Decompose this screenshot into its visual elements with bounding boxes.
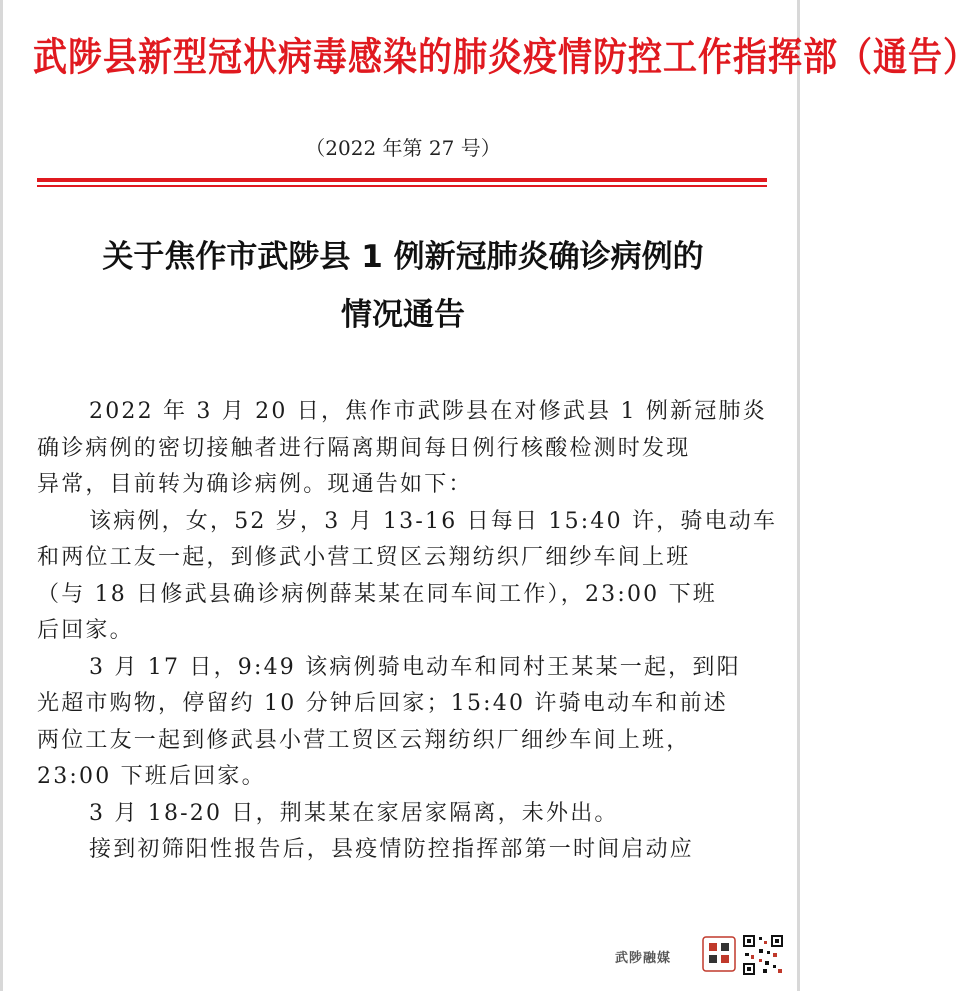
body-line: 23:00 下班后回家。 [37, 764, 266, 789]
body-line: 后回家。 [37, 618, 134, 643]
document-number: （2022 年第 27 号） [305, 136, 501, 160]
qr-code-icon [741, 933, 785, 977]
notice-title-line-1: 关于焦作市武陟县 1 例新冠肺炎确诊病例的 [102, 239, 704, 275]
notice-title [43, 228, 763, 344]
body-line: 2022 年 3 月 20 日，焦作市武陟县在对修武县 1 例新冠肺炎 [89, 399, 767, 424]
red-rule-thin [37, 185, 767, 187]
body-line: 接到初筛阳性报告后，县疫情防控指挥部第一时间启动应 [89, 837, 695, 862]
red-rule-thick [37, 178, 767, 182]
body-line: 3 月 18-20 日，荆某某在家居家隔离，未外出。 [89, 800, 619, 826]
logo-icon [701, 935, 737, 973]
notice-body [37, 394, 778, 869]
document-header-title: 武陟县新型冠状病毒感染的肺炎疫情防控工作指挥部（通告） [33, 35, 978, 81]
body-line: 两位工友一起到修武县小营工贸区云翔纺织厂细纱车间上班， [37, 727, 691, 753]
notice-title-line-2: 情况通告 [341, 297, 465, 333]
body-line: 和两位工友一起，到修武小营工贸区云翔纺织厂细纱车间上班 [37, 545, 691, 570]
blurred-region [333, 952, 473, 974]
watermark [615, 933, 785, 977]
body-line: 该病例，女，52 岁，3 月 13-16 日每日 15:40 许，骑电动车 [89, 508, 778, 534]
body-line: 3 月 17 日，9:49 该病例骑电动车和同村王某某一起，到阳 [89, 654, 741, 680]
body-line: 异常，目前转为确诊病例。现通告如下： [37, 472, 473, 497]
body-line: （与 18 日修武县确诊病例薛某某在同车间工作），23:00 下班 [37, 581, 717, 607]
watermark-text: 武陟融媒 [615, 947, 671, 966]
body-line: 确诊病例的密切接触者进行隔离期间每日例行核酸检测时发现 [37, 435, 691, 461]
body-line: 光超市购物，停留约 10 分钟后回家；15:40 许骑电动车和前述 [37, 691, 728, 716]
